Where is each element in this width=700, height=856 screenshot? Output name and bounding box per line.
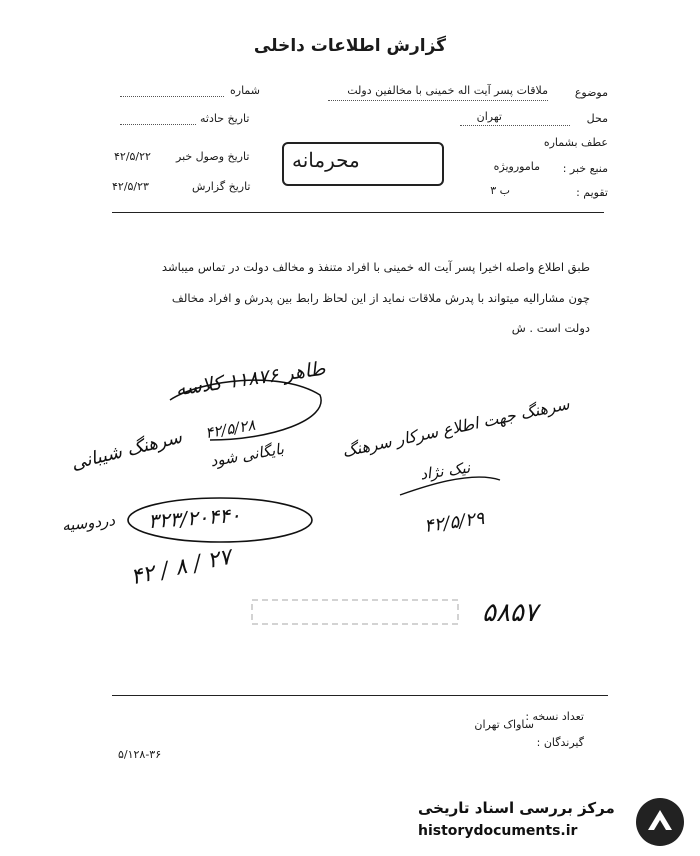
- location-value: تهران: [476, 110, 502, 123]
- hand-file-number: ۳۲۳/۲۰۴۴۰: [147, 502, 242, 534]
- copies-label: تعداد نسخه :: [525, 710, 584, 723]
- source-value: مامورویژه: [493, 160, 540, 173]
- archive-logo-icon: [634, 796, 686, 848]
- hand-date-left: ۴۲/۵/۲۸: [203, 415, 257, 443]
- report-date-label: تاریخ گزارش: [192, 180, 251, 193]
- incident-date-label: تاریخ حادثه: [200, 112, 250, 125]
- hand-signature-left: سرهنگ شیبانی: [69, 426, 185, 475]
- hand-note-right-2: نیک نژاد: [418, 458, 472, 484]
- watermark-text: مرکز بررسی اسناد تاریخی: [418, 799, 615, 817]
- hand-stroke-right: [400, 477, 500, 495]
- hand-note-left: بایگانی شود: [209, 439, 286, 471]
- hand-note-top: طاهر ۱۱۸۷۶ کلاسه: [174, 357, 327, 401]
- page-title: گزارش اطلاعات داخلی: [253, 36, 447, 56]
- document-code: ۵/۱۲۸-۳۶: [118, 748, 162, 761]
- hand-file-suffix: دردوسیه: [61, 511, 116, 535]
- watermark-url: historydocuments.ir: [418, 823, 578, 839]
- subject-label: موضوع: [574, 86, 608, 99]
- hand-date-right: ۴۲/۵/۲۹: [422, 507, 486, 538]
- recipients-value: ساواک تهران: [474, 718, 534, 731]
- hand-number-right: ۵۸۵۷: [482, 598, 538, 628]
- hand-note-right: سرهنگ جهت اطلاع سرکار سرهنگ: [340, 394, 572, 461]
- receipt-date-value: ۴۲/۵/۲۲: [114, 150, 151, 163]
- rating-value: ب ۳: [490, 184, 510, 197]
- confidential-stamp: محرمانه: [292, 148, 360, 172]
- subject-value: ملاقات پسر آیت اله خمینی با مخالفین دولت: [347, 84, 548, 97]
- receipt-date-label: تاریخ وصول خبر: [176, 150, 250, 163]
- body-line-2: چون مشارالیه میتواند با پدرش ملاقات نماید از این لحاظ رابط بین پدرش و افراد مخالف: [171, 291, 590, 305]
- hand-date-bottom-left: ۲۷ / ۸ / ۴۲: [128, 544, 234, 591]
- report-date-value: ۴۲/۵/۲۳: [112, 180, 149, 193]
- body-line-1: طبق اطلاع واصله اخیرا پسر آیت اله خمینی با افراد متنفذ و مخالف دولت در تماس میباشد: [161, 260, 590, 274]
- faded-stamp: [250, 598, 460, 626]
- rating-label: تقویم :: [576, 186, 608, 199]
- footer-divider: [112, 695, 608, 696]
- recipients-label: گیرندگان :: [536, 736, 584, 749]
- location-label: محل: [586, 112, 608, 125]
- source-label: منبع خبر :: [562, 162, 608, 175]
- number-label: شماره: [230, 84, 261, 97]
- body-line-3: دولت است . ش: [511, 321, 590, 335]
- reference-label: عطف بشماره: [543, 136, 608, 149]
